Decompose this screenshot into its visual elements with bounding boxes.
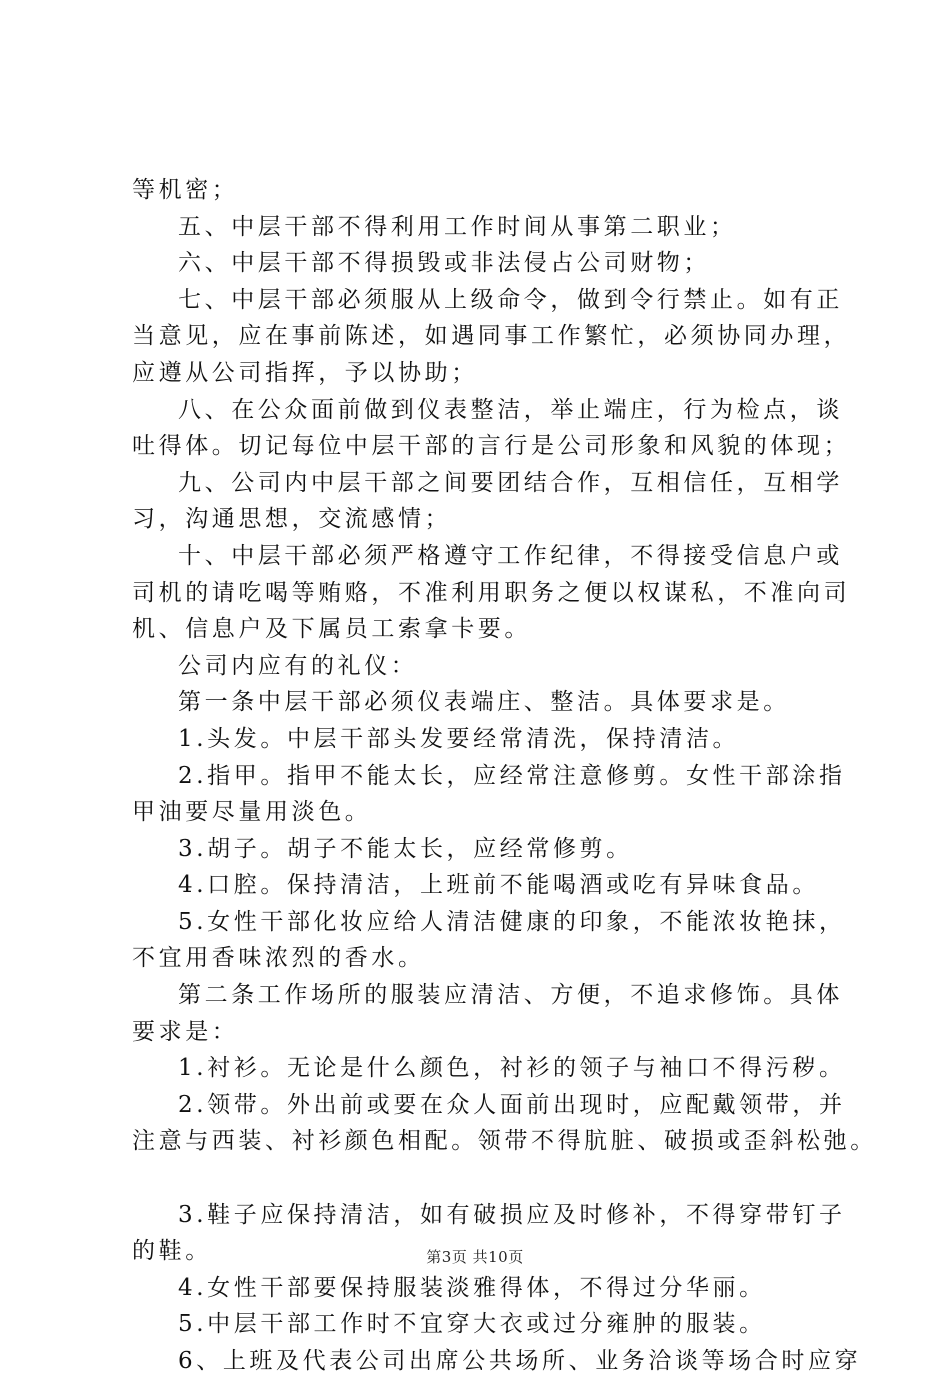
text-line: 的鞋。	[132, 1238, 212, 1265]
text-line: 吐得体。切记每位中层干部的言行是公司形象和风貌的体现；	[132, 433, 851, 460]
text-line: 2.领带。外出前或要在众人面前出现时，应配戴领带，并	[178, 1091, 846, 1118]
text-line: 十、中层干部必须严格遵守工作纪律，不得接受信息户或	[178, 542, 843, 569]
text-line: 4.女性干部要保持服装淡雅得体，不得过分华丽。	[178, 1274, 766, 1301]
blank-line	[132, 1160, 840, 1197]
text-line: 注意与西装、衬衫颜色相配。领带不得肮脏、破损或歪斜松弛。	[132, 1128, 877, 1155]
text-line: 3.鞋子应保持清洁，如有破损应及时修补，不得穿带钉子	[178, 1201, 846, 1228]
text-line: 要求是：	[132, 1018, 239, 1045]
text-line: 2.指甲。指甲不能太长，应经常注意修剪。女性干部涂指	[178, 762, 846, 789]
text-line: 习，沟通思想，交流感情；	[132, 506, 452, 533]
text-line: 五、中层干部不得利用工作时间从事第二职业；	[178, 213, 737, 240]
text-line: 不宜用香味浓烈的香水。	[132, 945, 425, 972]
text-line: 3.胡子。胡子不能太长，应经常修剪。	[178, 835, 633, 862]
document-body	[132, 172, 877, 1380]
text-line: 1.衬衫。无论是什么颜色，衬衫的领子与袖口不得污秽。	[178, 1055, 846, 1082]
text-line: 4.口腔。保持清洁，上班前不能喝酒或吃有异味食品。	[178, 872, 819, 899]
text-line: 公司内应有的礼仪：	[178, 652, 418, 679]
text-line: 1.头发。中层干部头发要经常清洗，保持清洁。	[178, 725, 740, 752]
text-line: 当意见，应在事前陈述，如遇同事工作繁忙，必须协同办理，	[132, 323, 851, 350]
text-line: 司机的请吃喝等贿赂，不准利用职务之便以权谋私，不准向司	[132, 579, 851, 606]
text-line: 6、上班及代表公司出席公共场所、业务洽谈等场合时应穿	[178, 1348, 862, 1374]
text-line: 第一条中层干部必须仪表端庄、整洁。具体要求是。	[178, 689, 790, 716]
text-line: 第二条工作场所的服装应清洁、方便，不追求修饰。具体	[178, 982, 843, 1009]
text-line: 5.女性干部化妆应给人清洁健康的印象，不能浓妆艳抹，	[178, 908, 846, 935]
page-footer: 第3页 共10页	[426, 1248, 524, 1266]
text-line: 九、公司内中层干部之间要团结合作，互相信任，互相学	[178, 469, 843, 496]
text-line: 机、信息户及下属员工索拿卡要。	[132, 616, 531, 643]
text-line: 八、在公众面前做到仪表整洁，举止端庄，行为检点，谈	[178, 396, 843, 423]
text-line: 甲油要尽量用淡色。	[132, 799, 372, 826]
text-line: 六、中层干部不得损毁或非法侵占公司财物；	[178, 250, 710, 277]
text-line: 七、中层干部必须服从上级命令，做到令行禁止。如有正	[178, 286, 843, 313]
text-line: 应遵从公司指挥，予以协助；	[132, 359, 478, 386]
text-line: 等机密；	[132, 177, 239, 203]
text-line: 5.中层干部工作时不宜穿大衣或过分雍肿的服装。	[178, 1311, 766, 1338]
